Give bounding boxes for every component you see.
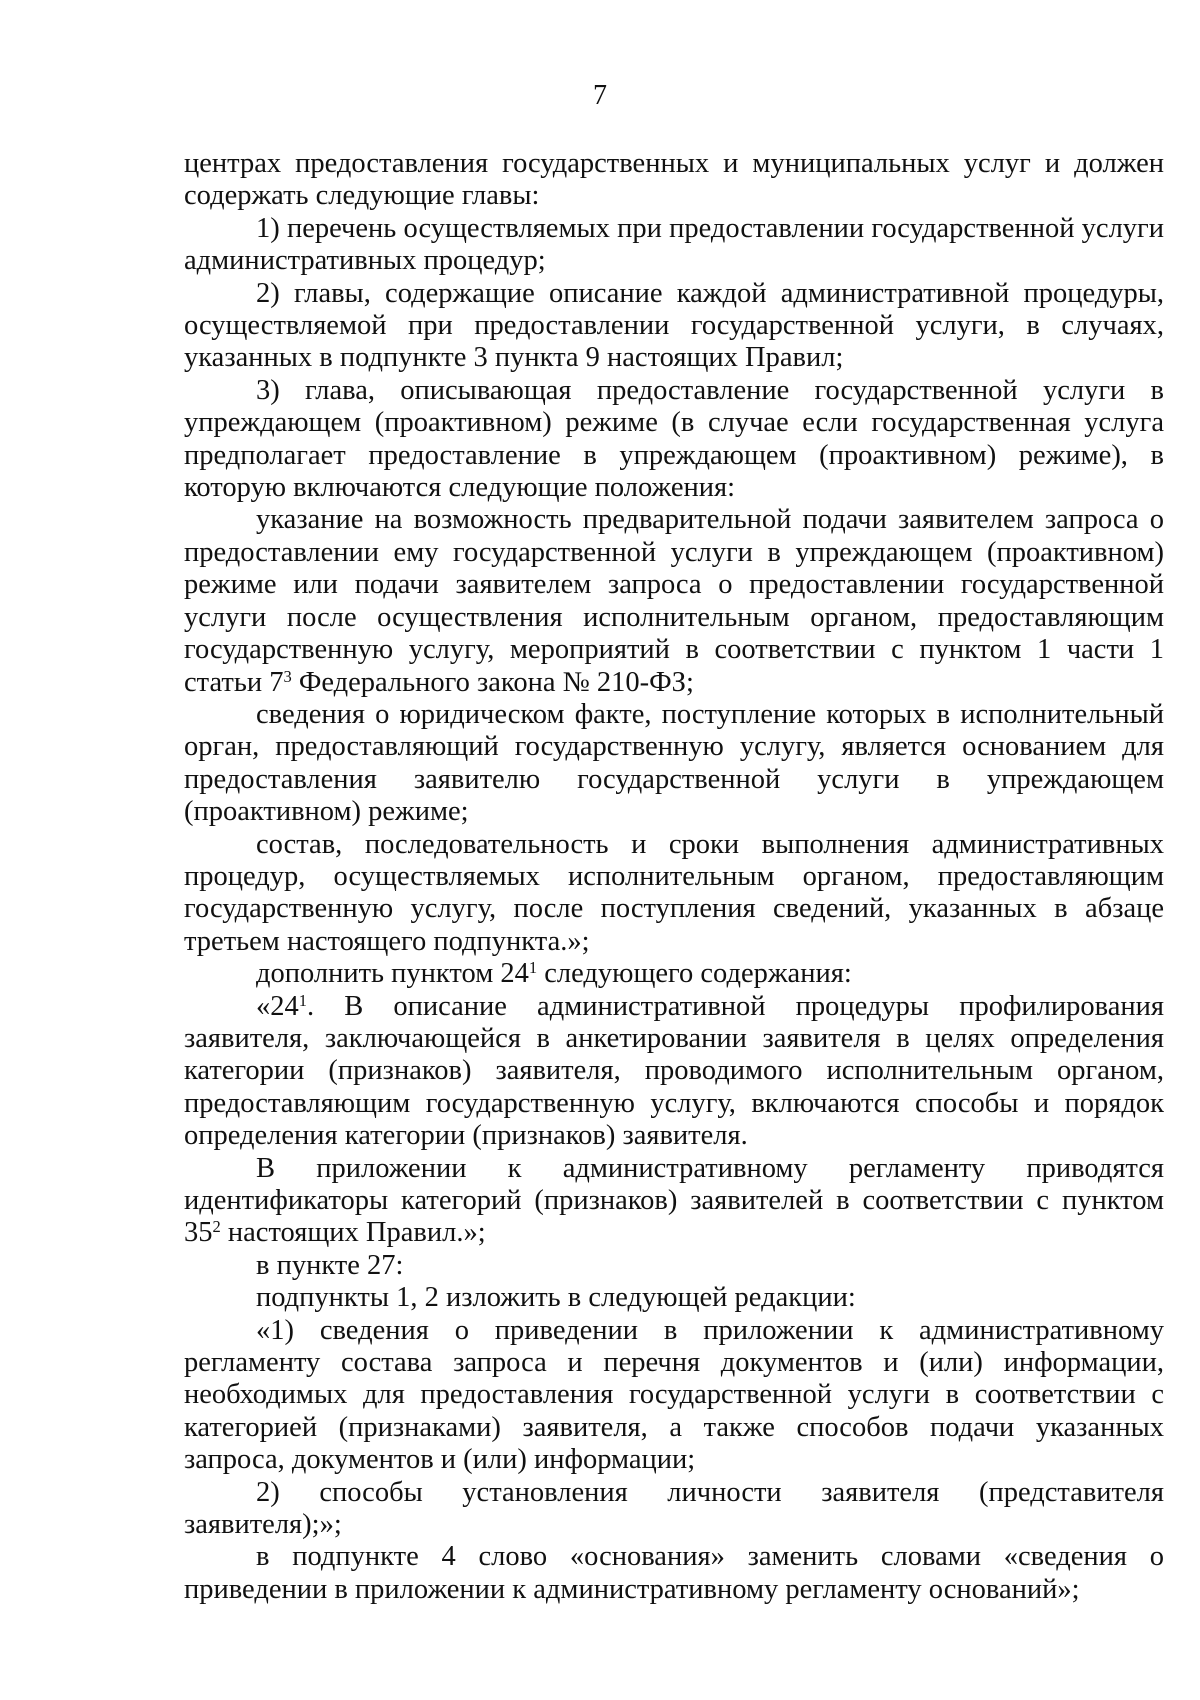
paragraph-5: указание на возможность предварительной подачи заявителем запроса о предоставлении ему государственной услуги в упреждающем (проактивном) режиме или подачи заявителем запроса о предоставлении государственной услуги после осуществления исполнительным органом, предоставляющим государственную услугу, мероприятий в соответствии с пунктом 1 части 1 статьи $7^3$ Федерального закона № 210-ФЗ; <box>184 504 1164 698</box>
paragraph-4: 3) глава, описывающая предоставление государственной услуги в упреждающем (проактивном) режиме (в случае если государственная услуга предполагает предоставление в упреждающем (проактивном) режиме), в которую включаются следующие положения: <box>184 374 1164 504</box>
paragraph-15: в подпункте 4 слово «основания» заменить словами «сведения о приведении в приложении к административному регламенту оснований»; <box>184 1541 1164 1605</box>
paragraph-6: сведения о юридическом факте, поступление которых в исполнительный орган, предоставляющий государственную услугу, является основанием для предоставления заявителю государственной услуги в упреждающем (проактивном) режиме; <box>184 698 1164 828</box>
document-body <box>184 148 1164 1606</box>
paragraph-8: дополнить пунктом $24^1$ следующего содержания: <box>256 958 852 990</box>
paragraph-9: «$24^1$. В описание административной процедуры профилирования заявителя, заключающейся в анкетировании заявителя в целях определения категории (признаков) заявителя, проводимого исполнительным органом, предоставляющим государственную услугу, включаются способы и порядок определения категории (признаков) заявителя. <box>184 990 1164 1152</box>
paragraph-1: центрах предоставления государственных и муниципальных услуг и должен содержать следующие главы: <box>184 148 1164 212</box>
paragraph-3: 2) главы, содержащие описание каждой административной процедуры, осуществляемой при предоставлении государственной услуги, в случаях, указанных в подпункте 3 пункта 9 настоящих Правил; <box>184 277 1164 374</box>
paragraph-12: подпункты 1, 2 изложить в следующей редакции: <box>256 1282 856 1314</box>
paragraph-7: состав, последовательность и сроки выполнения административных процедур, осуществляемых исполнительным органом, предоставляющим государственную услугу, после поступления сведений, указанных в абзаце третьем настоящего подпункта.»; <box>184 828 1164 957</box>
paragraph-10: В приложении к административному регламенту приводятся идентификаторы категорий (признаков) заявителей в соответствии с пунктом $35^2$ настоящих Правил.»; <box>184 1152 1164 1249</box>
paragraph-14: 2) способы установления личности заявителя (представителя заявителя);»; <box>184 1476 1164 1541</box>
paragraph-2: 1) перечень осуществляемых при предоставлении государственной услуги административных процедур; <box>184 212 1164 277</box>
paragraph-11: в пункте 27: <box>256 1249 404 1281</box>
page-number: 7 <box>593 80 607 111</box>
paragraph-13: «1) сведения о приведении в приложении к административному регламенту состава запроса и перечня документов и (или) информации, необходимых для предоставления государственной услуги в соответствии с категорией (признаками) заявителя, а также способов подачи указанных запроса, документов и (или) информации; <box>184 1314 1164 1476</box>
